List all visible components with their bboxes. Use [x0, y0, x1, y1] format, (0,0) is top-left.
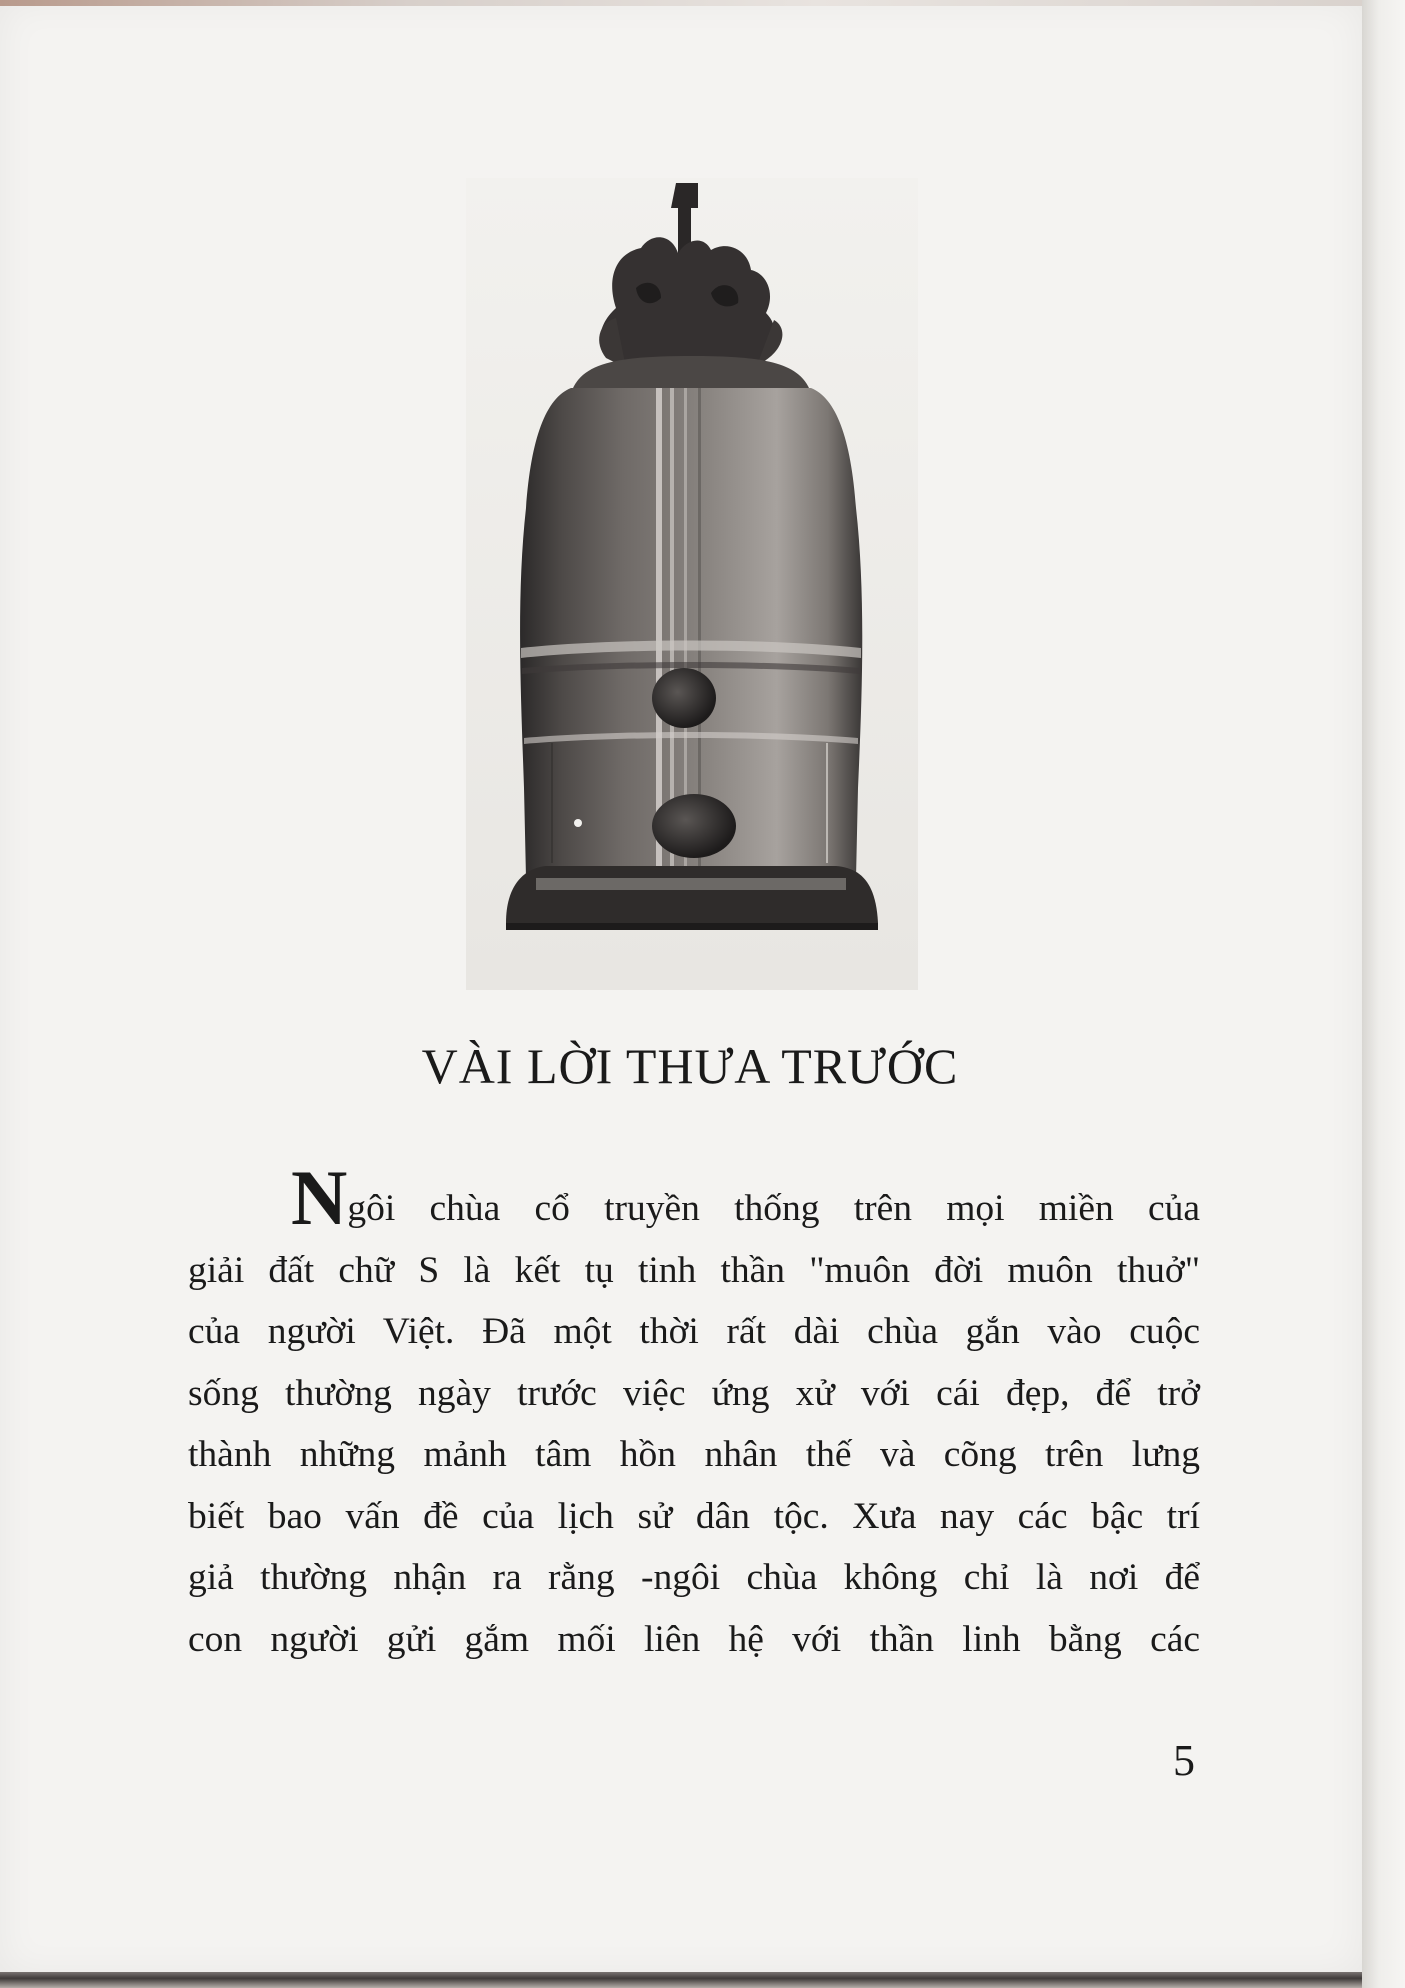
page-right-edge: [1362, 0, 1405, 1988]
paragraph-line-6: biết bao vấn đề của lịch sử dân tộc. Xưa nay các bậc trí: [188, 1495, 1200, 1537]
body-paragraph: [188, 1154, 1200, 1670]
bell-illustration: [466, 178, 918, 990]
paragraph-line-1: [188, 1154, 1200, 1241]
paragraph-line-5: thành những mảnh tâm hồn nhân thế và cõng trên lưng: [188, 1434, 1200, 1475]
bell-photograph: [466, 178, 918, 990]
paragraph-line-2: giải đất chữ S là kết tụ tinh thần "muôn đời muôn thuở": [188, 1249, 1200, 1291]
chapter-title: VÀI LỜI THƯA TRƯỚC: [421, 1038, 959, 1094]
paragraph-line-7: giả thường nhận ra rằng -ngôi chùa không chỉ là nơi để: [188, 1557, 1200, 1598]
page-bottom-edge: [0, 1972, 1362, 1988]
page-top-edge: [0, 0, 1362, 6]
drop-cap: N: [291, 1154, 348, 1241]
page-number: 5: [1173, 1736, 1195, 1785]
paragraph-line-8: con người gửi gắm mối liên hệ với thần linh bằng các: [188, 1618, 1200, 1660]
paragraph-line-1-text: gôi chùa cổ truyền thống trên mọi miền của: [347, 1188, 1200, 1229]
paragraph-line-4: sống thường ngày trước việc ứng xử với cái đẹp, để trở: [188, 1372, 1200, 1414]
paragraph-line-3: của người Việt. Đã một thời rất dài chùa gắn vào cuộc: [188, 1311, 1200, 1352]
